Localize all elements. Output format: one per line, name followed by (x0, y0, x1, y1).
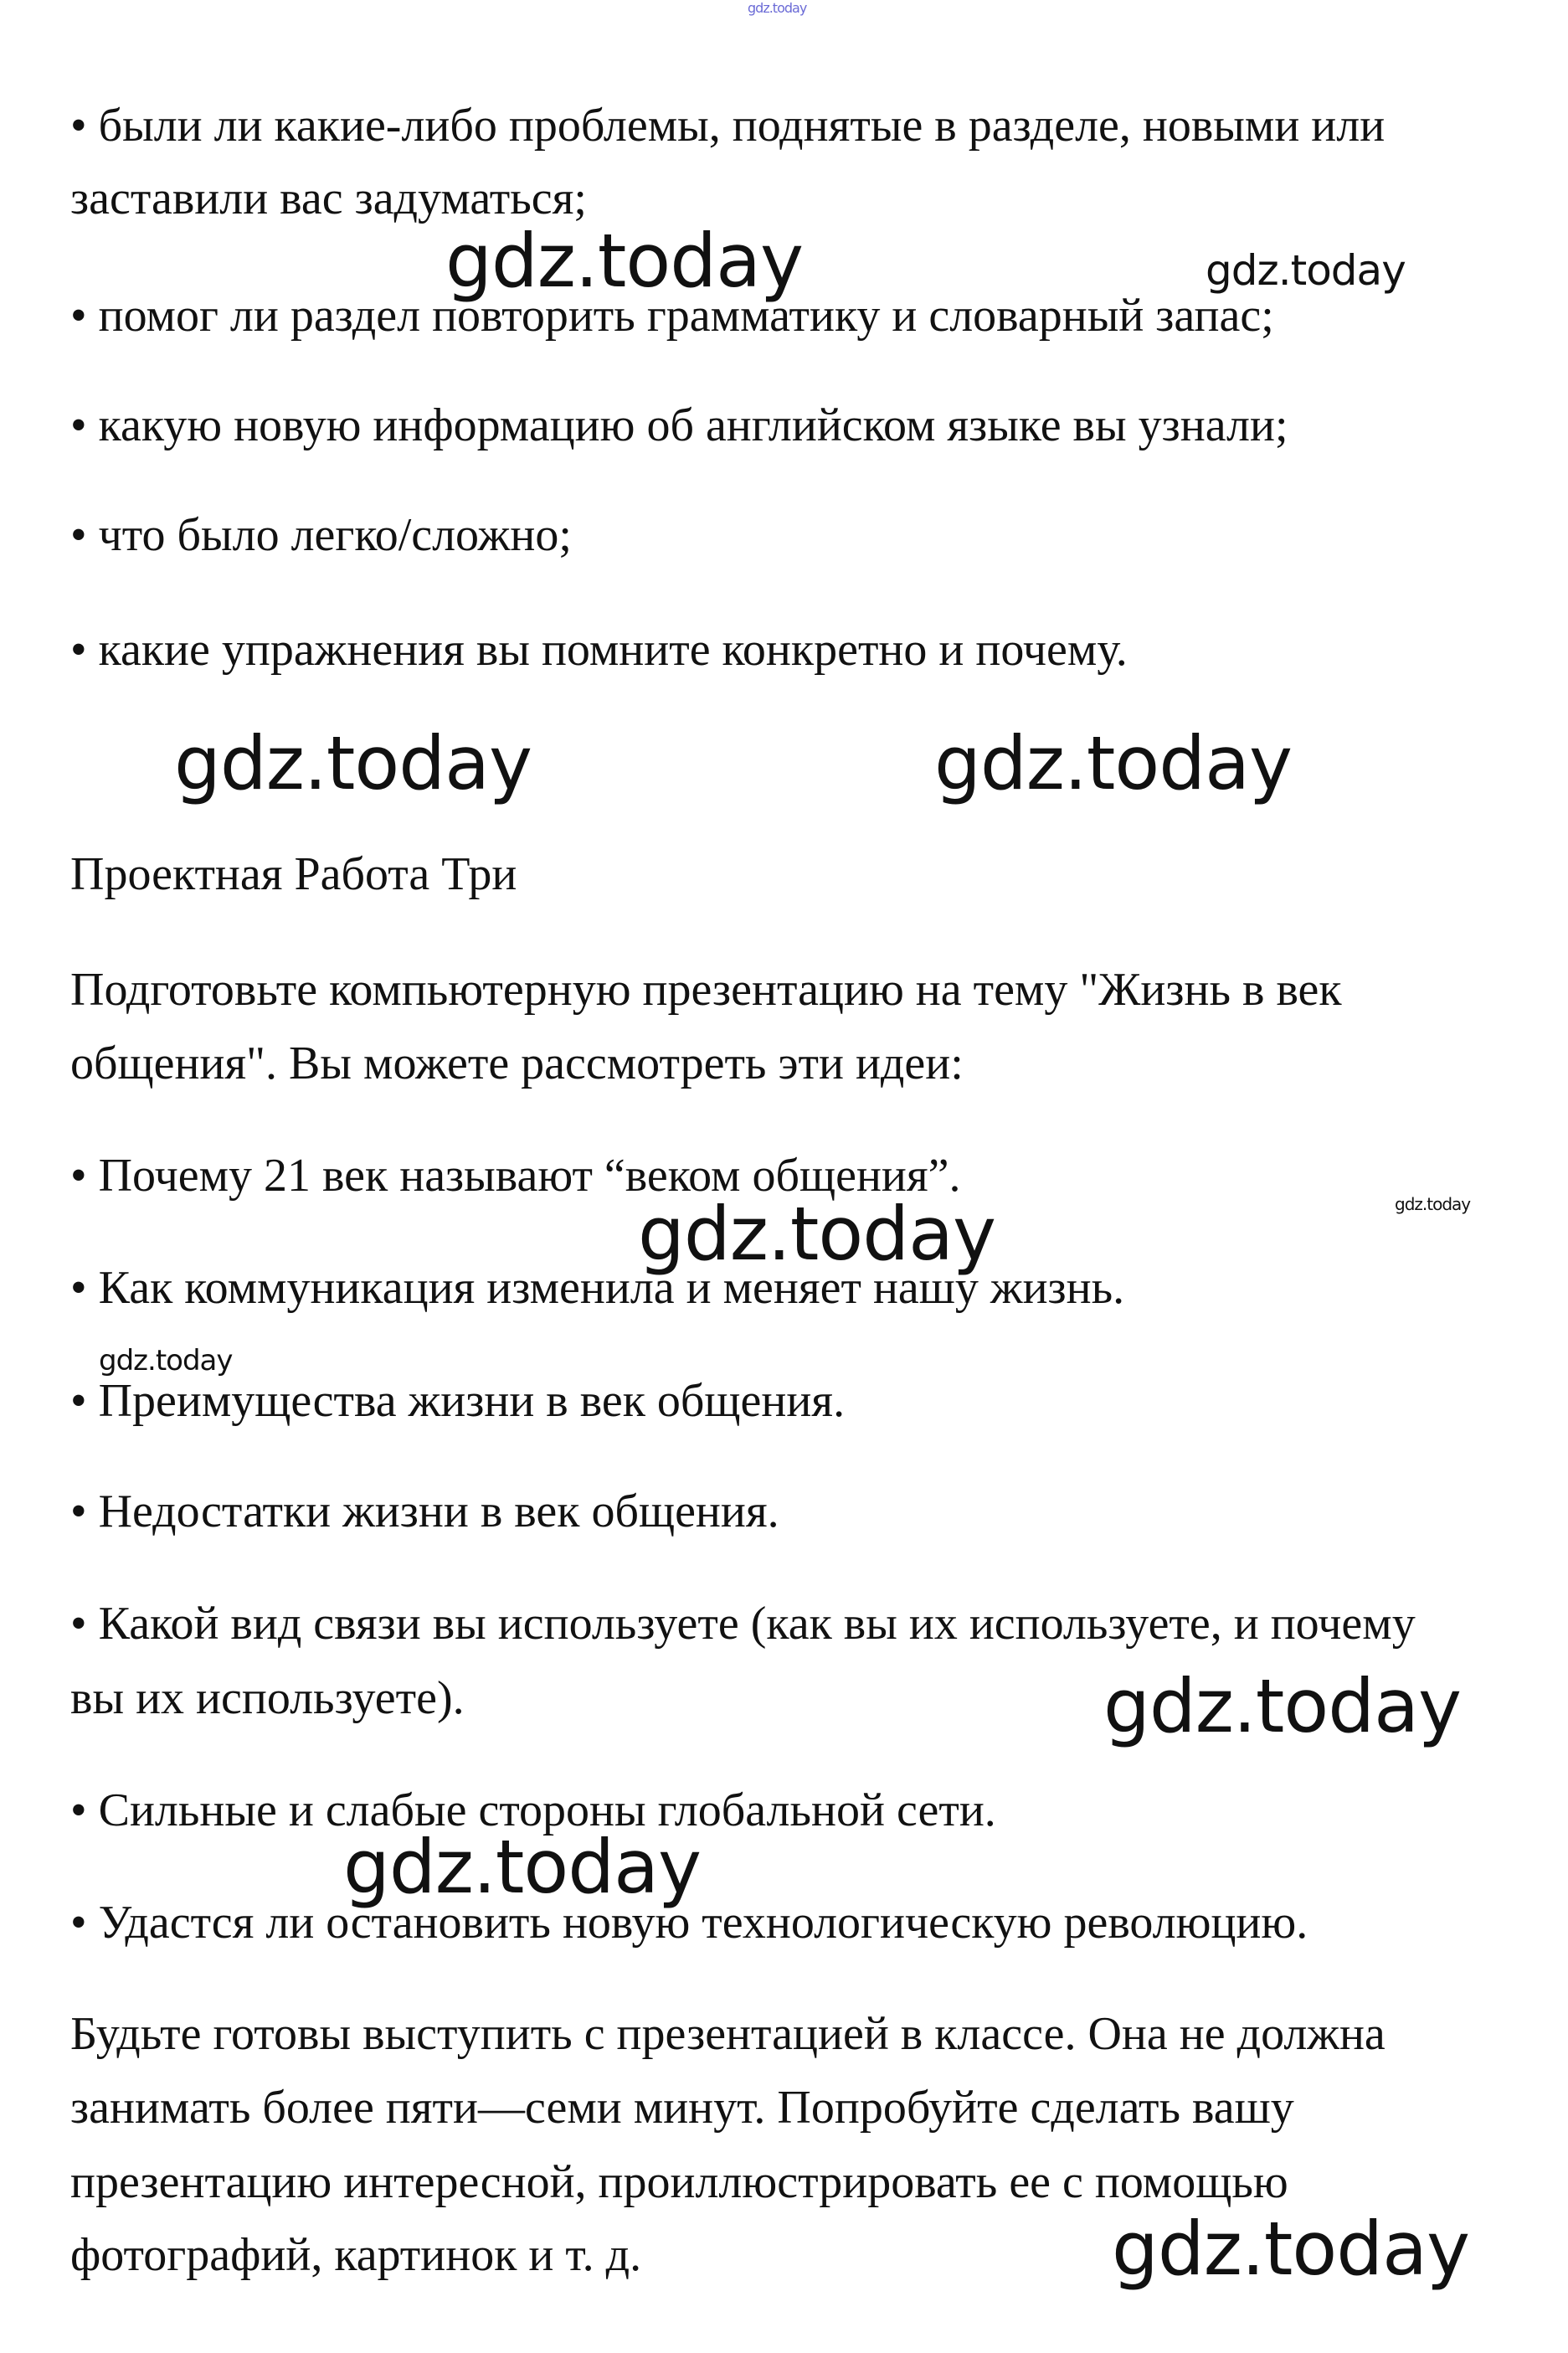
watermark: gdz.today (1395, 1194, 1471, 1214)
project-idea-3: • Преимущества жизни в век общения. (70, 1375, 846, 1427)
project-title: Проектная Работа Три (70, 848, 517, 900)
watermark: gdz.today (99, 1344, 233, 1377)
project-closing-line-2: занимать более пяти—семи минут. Попробуйте сделать вашу (70, 2082, 1294, 2134)
review-bullet-2: • помог ли раздел повторить грамматику и словарный запас; (70, 290, 1274, 342)
watermark: gdz.today (934, 720, 1293, 806)
project-idea-7: • Удастся ли остановить новую технологическую революцию. (70, 1897, 1308, 1949)
project-idea-6: • Сильные и слабые стороны глобальной сети. (70, 1784, 996, 1836)
review-bullet-1-line-2: заставили вас задуматься; (70, 172, 587, 224)
watermark: gdz.today (174, 720, 532, 806)
project-idea-5-line-2: вы их используете). (70, 1672, 465, 1724)
watermark: gdz.today (1103, 1663, 1462, 1749)
project-intro-line-2: общения". Вы можете рассмотреть эти идеи: (70, 1037, 964, 1089)
project-idea-2: • Как коммуникация изменила и меняет нашу жизнь. (70, 1262, 1125, 1314)
review-bullet-3: • какую новую информацию об английском языке вы узнали; (70, 399, 1288, 451)
review-bullet-5: • какие упражнения вы помните конкретно и почему. (70, 624, 1128, 676)
watermark: gdz.today (445, 218, 804, 304)
watermark: gdz.today (1206, 246, 1406, 295)
project-idea-4: • Недостатки жизни в век общения. (70, 1485, 779, 1537)
watermark: gdz.today (638, 1191, 996, 1277)
review-bullet-4: • что было легко/сложно; (70, 509, 572, 561)
watermark: gdz.today (1112, 2206, 1470, 2292)
project-idea-5-line-1: • Какой вид связи вы используете (как вы их используете, и почему (70, 1598, 1416, 1650)
project-closing-line-4: фотографий, картинок и т. д. (70, 2229, 642, 2281)
review-bullet-1-line-1: • были ли какие-либо проблемы, поднятые в разделе, новыми или (70, 100, 1385, 152)
project-intro-line-1: Подготовьте компьютерную презентацию на тему "Жизнь в век (70, 964, 1342, 1016)
watermark: gdz.today (343, 1824, 702, 1910)
project-closing-line-3: презентацию интересной, проиллюстрировать ее с помощью (70, 2156, 1288, 2208)
project-closing-line-1: Будьте готовы выступить с презентацией в классе. Она не должна (70, 2008, 1385, 2060)
watermark-top: gdz.today (748, 0, 807, 16)
project-idea-1: • Почему 21 век называют “веком общения”. (70, 1150, 961, 1202)
